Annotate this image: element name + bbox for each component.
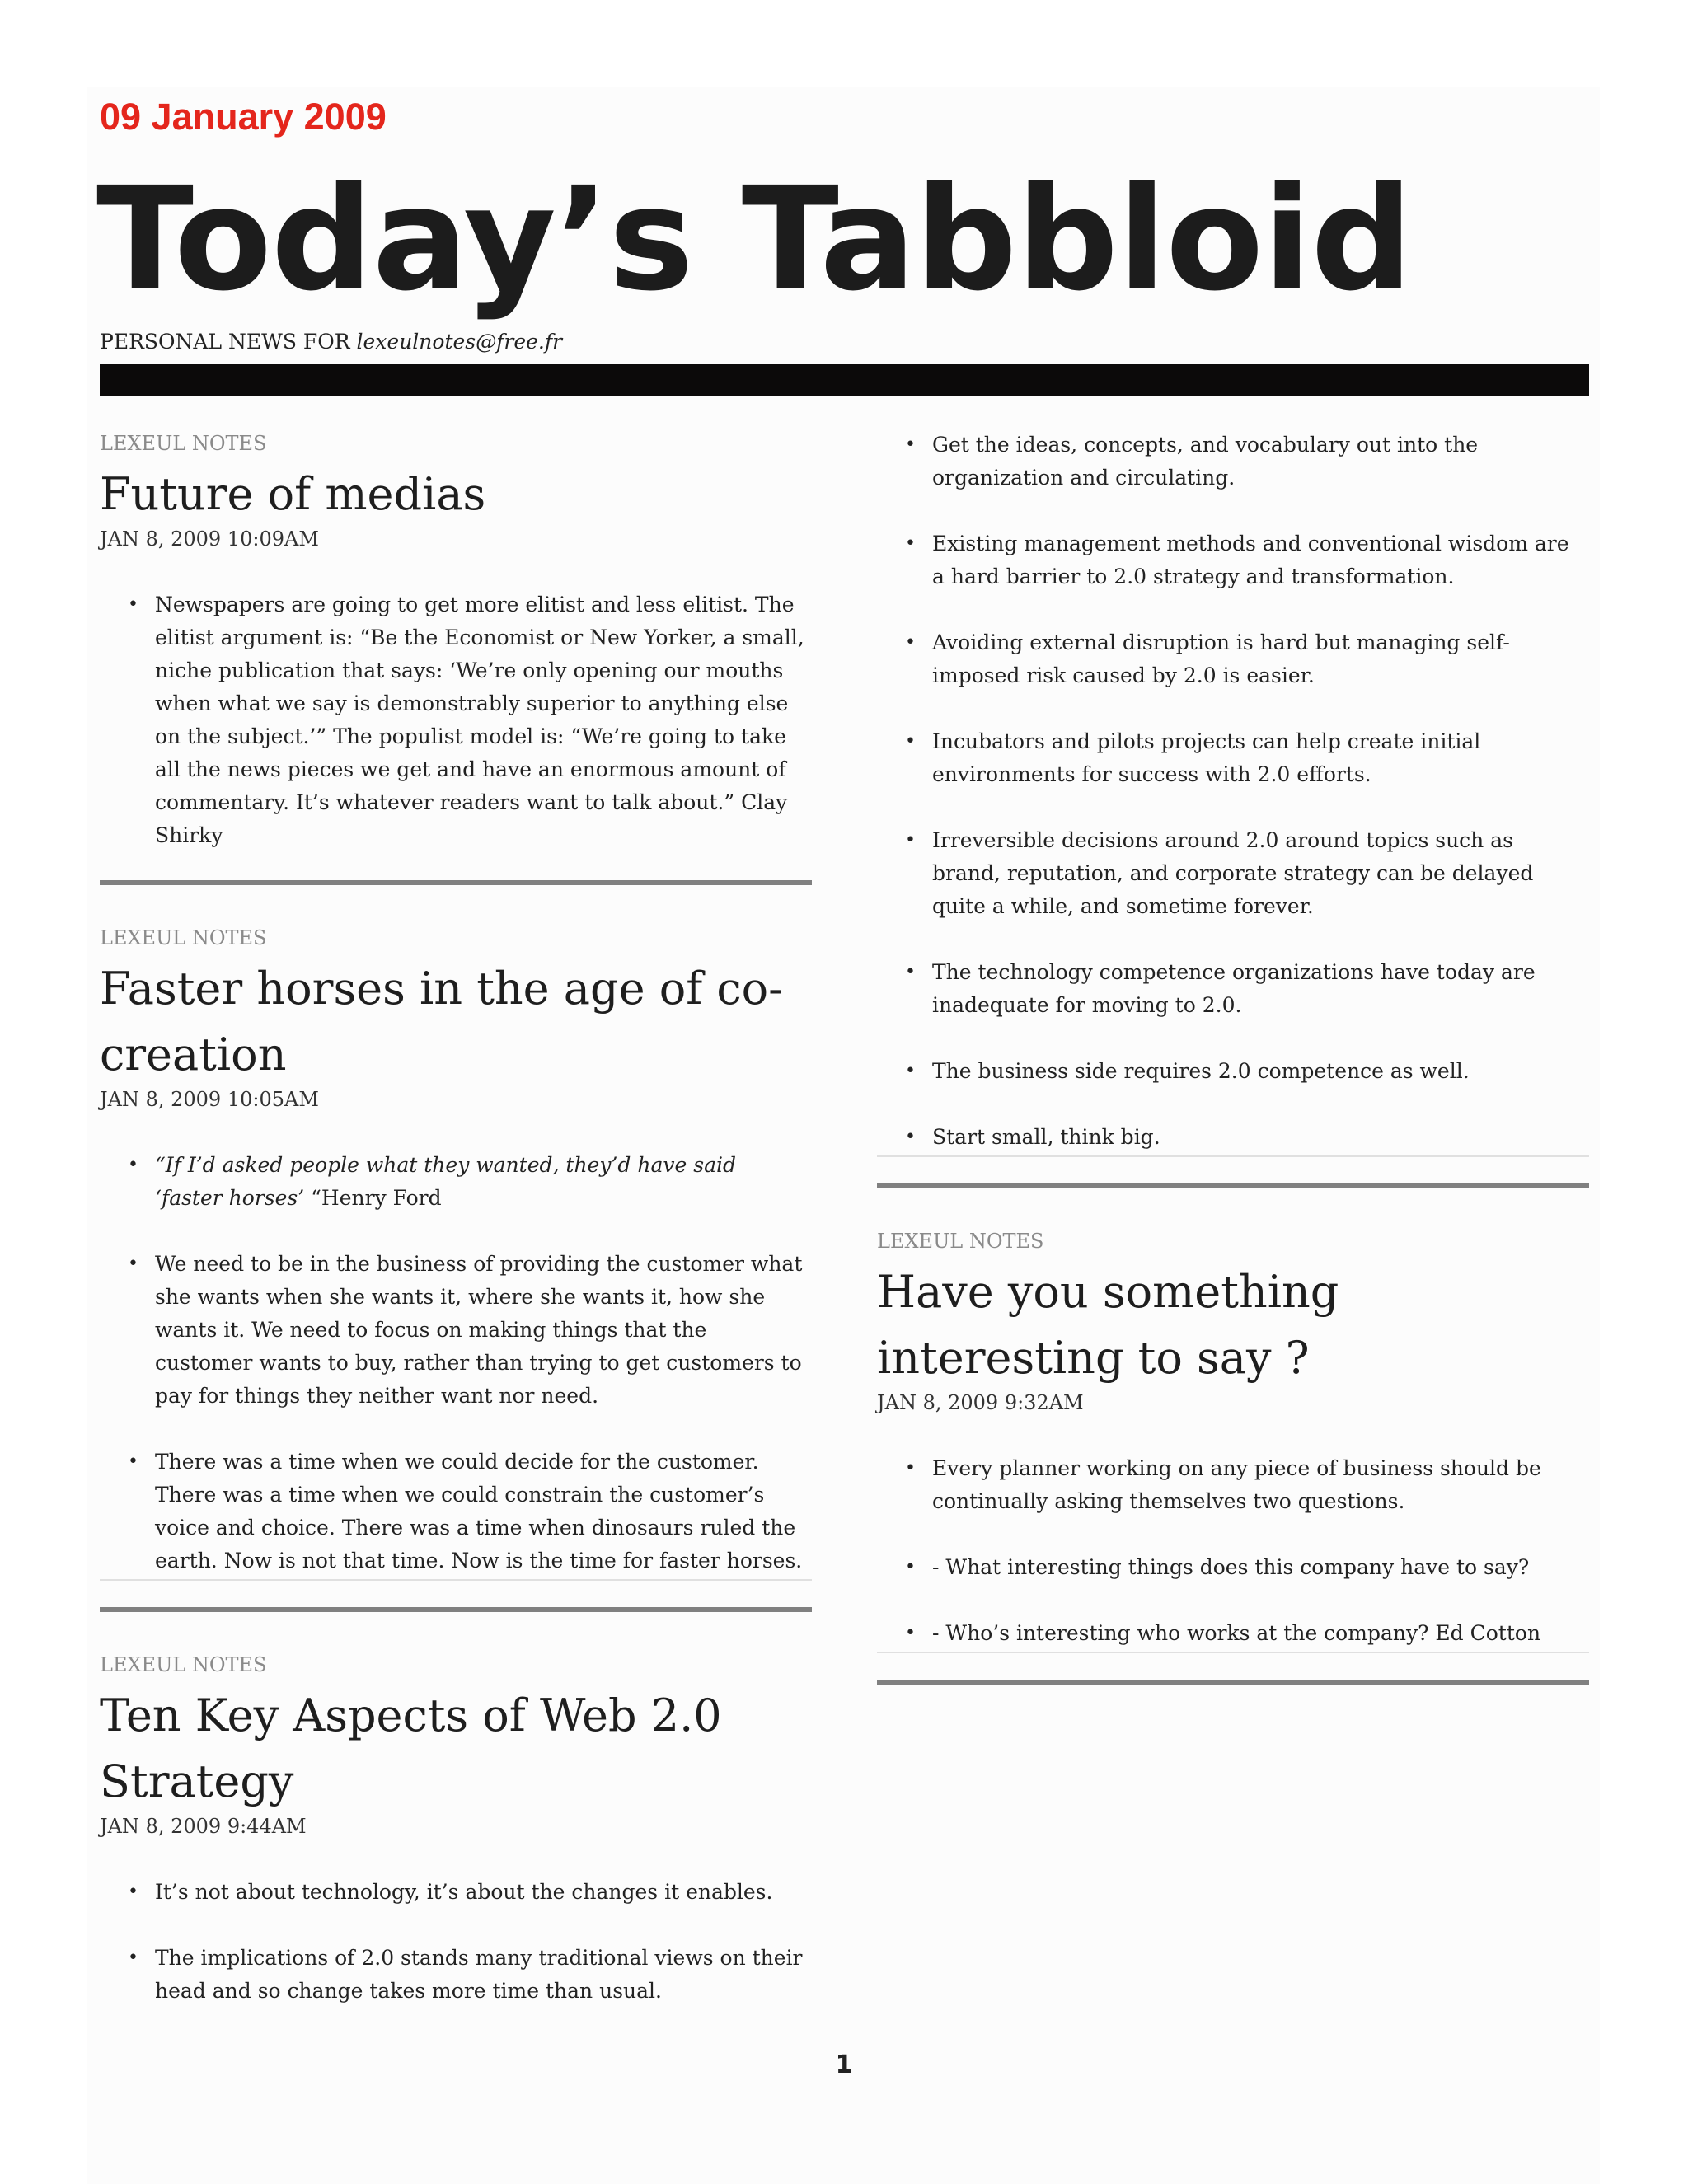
masthead-title: Today’s Tabbloid (96, 156, 1413, 322)
list-item-text: Start small, think big. (932, 1125, 1160, 1149)
article-divider (100, 880, 812, 885)
article-timestamp: JAN 8, 2009 10:09AM (100, 527, 319, 551)
article-bullet-list (100, 1149, 812, 1577)
list-item (877, 429, 1589, 494)
left-column (100, 429, 812, 2008)
list-item (877, 956, 1589, 1022)
bullet-icon: • (128, 1882, 138, 1902)
list-item (877, 527, 1589, 593)
list-item (877, 626, 1589, 692)
list-item-text: We need to be in the business of providing the customer what she wants when she wants it, where she wants it, how she wants it. We need to focus on making things that the customer wants to buy, rather than trying to get customers to pay for things they neither want nor need. (155, 1252, 803, 1408)
article-timestamp: JAN 8, 2009 10:05AM (100, 1088, 319, 1111)
bullet-icon: • (905, 1623, 916, 1643)
list-item (100, 1248, 812, 1413)
bullet-icon: • (905, 962, 916, 982)
article-web20-strategy (100, 1650, 812, 2008)
bullet-icon: • (905, 1061, 916, 1081)
bullet-icon: • (905, 434, 916, 455)
article-title[interactable]: Faster horses in the age of co-creation (100, 963, 784, 1080)
personal-news-prefix: PERSONAL NEWS FOR (100, 330, 350, 354)
list-item-text: Get the ideas, concepts, and vocabulary out into the organization and circulating. (932, 433, 1479, 490)
article-title[interactable]: Have you something interesting to say ? (877, 1266, 1339, 1384)
list-item (877, 1055, 1589, 1088)
bullet-icon: • (128, 1947, 138, 1968)
bullet-icon: • (905, 1557, 916, 1577)
quote-text: “If I’d asked people what they wanted, they’d have said ‘faster horses’ (155, 1153, 736, 1210)
article-web20-strategy-continued (877, 429, 1589, 1188)
bullet-icon: • (905, 632, 916, 653)
list-item (877, 725, 1589, 791)
list-item-text: There was a time when we could decide for the customer. There was a time when we could constrain the customer’s voice and choice. There was a time when dinosaurs ruled the earth. Now is not that time. Now is the time for faster horses. (155, 1450, 803, 1572)
list-item (100, 1149, 812, 1215)
article-bullet-list (877, 429, 1589, 1154)
list-item (100, 1876, 812, 1909)
article-divider (877, 1183, 1589, 1188)
bullet-icon: • (905, 731, 916, 752)
article-source: LEXEUL NOTES (877, 1230, 1044, 1253)
article-interesting-to-say (877, 1226, 1589, 1685)
right-column (877, 429, 1589, 1685)
list-item-text: Avoiding external disruption is hard but managing self-imposed risk caused by 2.0 is easier. (932, 630, 1510, 687)
article-title[interactable]: Ten Key Aspects of Web 2.0 Strategy (100, 1690, 722, 1807)
article-future-of-medias (100, 429, 812, 885)
article-faster-horses (100, 923, 812, 1612)
personal-news-line (100, 327, 562, 357)
article-source: LEXEUL NOTES (100, 1653, 267, 1676)
article-timestamp: JAN 8, 2009 9:32AM (877, 1391, 1084, 1414)
article-divider (100, 1607, 812, 1612)
list-item-text: Existing management methods and conventional wisdom are a hard barrier to 2.0 strategy and transformation. (932, 532, 1569, 588)
list-item-text: Every planner working on any piece of business should be continually asking themselves two questions. (932, 1456, 1541, 1513)
list-item-text: Incubators and pilots projects can help create initial environments for success with 2.0 efforts. (932, 729, 1481, 786)
list-item (877, 824, 1589, 923)
bullet-icon: • (128, 1451, 138, 1472)
list-item (100, 1446, 812, 1577)
list-item (877, 1452, 1589, 1518)
bullet-icon: • (128, 1155, 138, 1175)
list-item-text: Irreversible decisions around 2.0 around topics such as brand, reputation, and corporate strategy can be delayed quite a while, and sometime forever. (932, 828, 1534, 918)
article-bullet-list (100, 1876, 812, 2008)
list-item-text: It’s not about technology, it’s about the changes it enables. (155, 1880, 773, 1904)
article-divider (877, 1680, 1589, 1685)
list-item-text: The technology competence organizations have today are inadequate for moving to 2.0. (932, 960, 1536, 1017)
bullet-icon: • (128, 594, 138, 615)
list-item-text: The implications of 2.0 stands many traditional views on their head and so change takes more time than usual. (155, 1946, 803, 2003)
article-bullet-list (877, 1452, 1589, 1650)
article-title[interactable]: Future of medias (100, 468, 486, 520)
page-number: 1 (835, 2050, 853, 2079)
issue-date: 09 January 2009 (100, 96, 387, 138)
article-bullet-list (100, 588, 812, 852)
list-item (877, 1551, 1589, 1584)
bullet-icon: • (128, 1254, 138, 1274)
article-source: LEXEUL NOTES (100, 926, 267, 949)
list-item (877, 1617, 1589, 1650)
list-item (877, 1121, 1589, 1154)
masthead-bar (100, 364, 1589, 396)
article-source: LEXEUL NOTES (100, 432, 267, 455)
list-item-text: - Who’s interesting who works at the company? Ed Cotton (932, 1621, 1541, 1645)
bullet-icon: • (905, 1127, 916, 1147)
list-item-text: Newspapers are going to get more elitist and less elitist. The elitist argument is: “Be the Economist or New Yorker, a small, niche publication that says: ‘We’re only opening our mouths when what we say is demonstrably superior to anything else on the subject.’” The populist model is: “We’re going to take all the news pieces we get and have an enormous amount of commentary. It’s whatever readers want to talk about.” Clay Shirky (155, 593, 804, 847)
personal-news-email[interactable]: lexeulnotes@free.fr (356, 330, 563, 354)
list-item-text: The business side requires 2.0 competence as well. (932, 1059, 1470, 1083)
list-item-text: - What interesting things does this company have to say? (932, 1555, 1530, 1579)
bullet-icon: • (905, 830, 916, 851)
bullet-icon: • (905, 533, 916, 554)
article-timestamp: JAN 8, 2009 9:44AM (100, 1815, 307, 1838)
list-item (100, 588, 812, 852)
bullet-icon: • (905, 1458, 916, 1479)
quote-attribution: “Henry Ford (304, 1186, 442, 1210)
list-item (100, 1942, 812, 2008)
